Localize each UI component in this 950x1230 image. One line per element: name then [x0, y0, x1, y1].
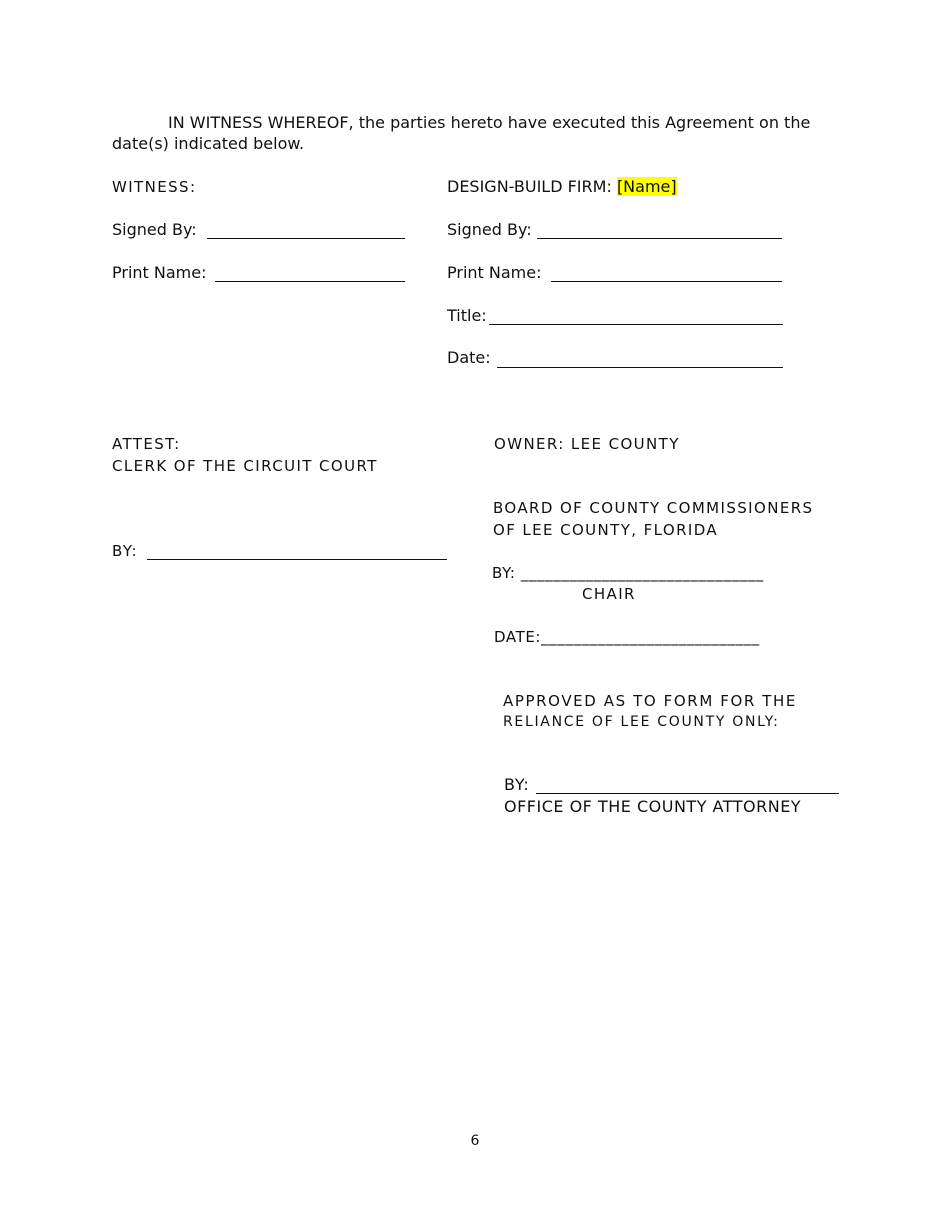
firm-print-name-line[interactable] — [551, 281, 782, 282]
approval-line-2: RELIANCE OF LEE COUNTY ONLY: — [503, 714, 780, 730]
board-line-2: OF LEE COUNTY, FLORIDA — [493, 521, 719, 539]
firm-signed-by-label: Signed By: — [447, 220, 532, 239]
firm-name-placeholder[interactable]: [Name] — [616, 177, 677, 196]
firm-print-name-label: Print Name: — [447, 263, 542, 282]
firm-signature-line[interactable] — [537, 238, 782, 239]
board-line-1: BOARD OF COUNTY COMMISSIONERS — [493, 499, 814, 517]
witness-signed-by-label: Signed By: — [112, 220, 197, 239]
approval-by-label: BY: — [504, 775, 530, 794]
witness-whereof-paragraph — [112, 112, 842, 154]
attest-heading: ATTEST: — [112, 435, 181, 453]
firm-date-line[interactable] — [497, 367, 783, 368]
witness-print-name-line[interactable] — [215, 281, 405, 282]
firm-date-label: Date: — [447, 348, 491, 367]
chair-label: CHAIR — [582, 585, 636, 603]
firm-heading-row — [447, 177, 677, 197]
county-attorney-office-label: OFFICE OF THE COUNTY ATTORNEY — [504, 797, 802, 816]
attest-clerk-label: CLERK OF THE CIRCUIT COURT — [112, 457, 378, 475]
county-attorney-signature-line[interactable] — [536, 793, 839, 794]
owner-by-signature-line[interactable]: BY: ______________________________ — [492, 564, 764, 582]
witness-print-name-label: Print Name: — [112, 263, 207, 282]
page-number: 6 — [470, 1133, 480, 1149]
witness-signature-line[interactable] — [207, 238, 405, 239]
approval-line-1: APPROVED AS TO FORM FOR THE — [503, 692, 797, 710]
intro-text: IN WITNESS WHEREOF, the parties hereto have executed this Agreement on the date(s) indicated below. — [112, 113, 811, 153]
owner-date-line[interactable]: DATE:___________________________ — [494, 628, 760, 646]
firm-title-line[interactable] — [489, 324, 783, 325]
owner-heading: OWNER: LEE COUNTY — [494, 435, 680, 453]
firm-heading: DESIGN-BUILD FIRM: — [447, 177, 612, 196]
witness-heading: WITNESS: — [112, 178, 197, 196]
firm-title-label: Title: — [447, 306, 487, 325]
attest-signature-line[interactable] — [147, 559, 447, 560]
attest-by-label: BY: — [112, 542, 138, 560]
